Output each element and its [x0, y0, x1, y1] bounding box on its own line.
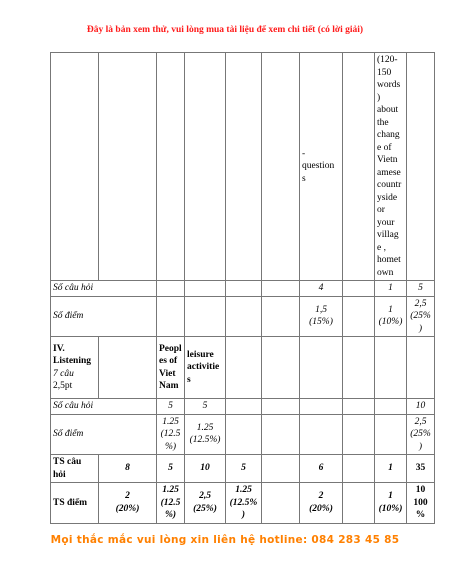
table-row: Số câu hỏi 5 5 10 — [51, 399, 435, 415]
writing-topic-cell: (120- 150 words ) about the chang e of Vietn amese countr yside or your villag e , homet own — [375, 53, 407, 281]
row-label: Số điểm — [51, 414, 157, 455]
total-questions-row: TS câu hỏi 8 5 10 5 6 1 35 — [51, 455, 435, 483]
listening-topic-2: leisure activitie s — [185, 337, 226, 399]
row-label: Số câu hỏi — [51, 281, 157, 297]
row-label: TS điểm — [51, 483, 99, 524]
preview-notice: Đây là bản xem thử, vui lòng mua tài liệu để xem chi tiết (có lời giải) — [86, 25, 364, 35]
table-row: Số điểm 1.25 (12.5 %) 1.25 (12.5%) 2,5 (25% ) — [51, 414, 435, 455]
row-label: TS câu hỏi — [51, 455, 99, 483]
listening-topic-1: Peopl es of Viet Nam — [157, 337, 185, 399]
listening-section-cell: IV. Listening 7 câu 2,5pt — [51, 337, 99, 399]
total-points-row: TS điểm 2 (20%) 1.25 (12.5 %) 2,5 (25%) 1.25 (12.5% ) 2 (20%) 1 (10%) 10 100 % — [51, 483, 435, 524]
row-label: Số điểm — [51, 296, 157, 337]
listening-row — [51, 337, 435, 399]
exam-matrix-table — [50, 52, 435, 524]
writing-row — [51, 53, 435, 281]
row-label: Số câu hỏi — [51, 399, 157, 415]
table-row: Số câu hỏi 4 1 5 — [51, 281, 435, 297]
writing-questions-cell: - question s — [300, 53, 343, 281]
table-row: Số điểm 1,5 (15%) 1 (10%) 2,5 (25% ) — [51, 296, 435, 337]
hotline-footer: Mọi thắc mắc vui lòng xin liên hệ hotline: 084 283 45 85 — [50, 534, 400, 546]
